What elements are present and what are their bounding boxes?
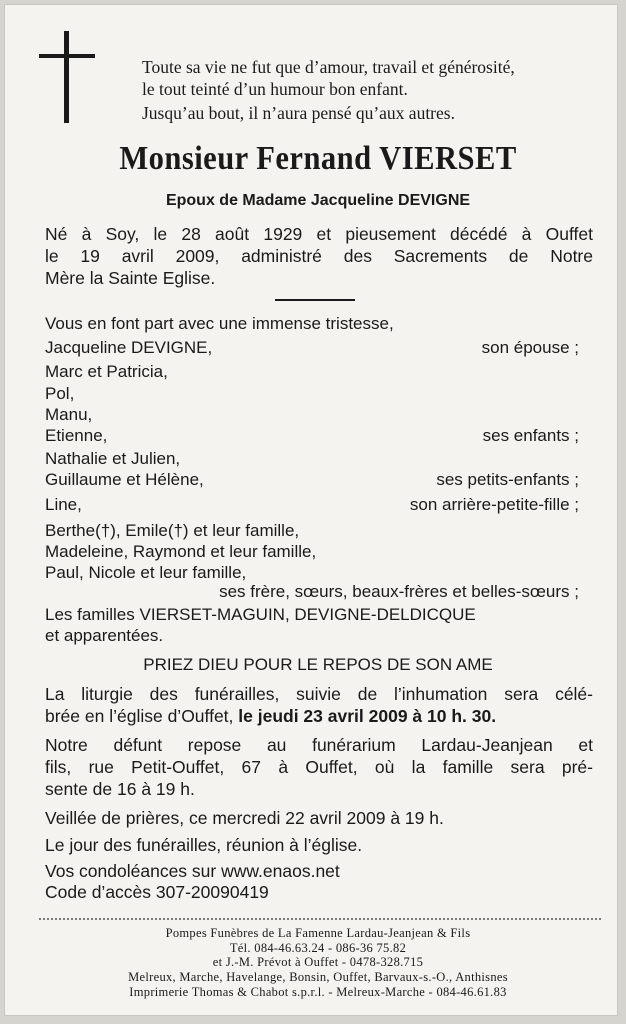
liturgy-line-2-start: brée en l’église d’Ouffet, [45, 706, 239, 726]
family-right-6: ses petits-enfants ; [436, 470, 579, 489]
siblings-line: ses frère, sœurs, beaux-frères et belles-sœurs ; [219, 582, 579, 601]
family-left-7: Line, [45, 495, 82, 514]
birth-line-1: Né à Soy, le 28 août 1929 et pieusement décédé à Ouffet [45, 224, 593, 244]
birth-line-2: le 19 avril 2009, administré des Sacrements de Notre [45, 246, 593, 266]
family-right-0: son épouse ; [481, 338, 579, 357]
families-line-1: Les familles VIERSET-MAGUIN, DEVIGNE-DELDICQUE [45, 605, 476, 624]
separator [275, 299, 355, 301]
footer-line-4: Melreux, Marche, Havelange, Bonsin, Ouffet, Barvaux-s.-O., Anthisnes [128, 970, 508, 984]
cross-icon [39, 31, 95, 123]
family-left-10: Paul, Nicole et leur famille, [45, 563, 247, 582]
liturgy-line-2 [45, 706, 496, 726]
rest-line-3: sente de 16 à 19 h. [45, 779, 195, 799]
condolences-line: Vos condoléances sur www.enaos.net [45, 861, 340, 881]
vigil-line: Veillée de prières, ce mercredi 22 avril 2009 à 19 h. [45, 808, 444, 828]
footer-line-2: Tél. 084-46.63.24 - 086-36 75.82 [229, 941, 407, 955]
spouse-line: Epoux de Madame Jacqueline DEVIGNE [165, 192, 471, 209]
family-left-9: Madeleine, Raymond et leur famille, [45, 542, 317, 561]
footer-line-5: Imprimerie Thomas & Chabot s.p.r.l. - Melreux-Marche - 084-46.61.83 [129, 985, 507, 999]
family-left-3: Manu, [45, 405, 93, 424]
meeting-line: Le jour des funérailles, réunion à l’église. [45, 835, 363, 855]
family-left-2: Pol, [45, 384, 75, 403]
family-left-5: Nathalie et Julien, [45, 449, 181, 468]
poem-line-2: le tout teinté d’un humour bon enfant. [142, 79, 408, 99]
poem-line-3: Jusqu’au bout, il n’aura pensé qu’aux autres. [142, 103, 455, 123]
family-right-7: son arrière-petite-fille ; [409, 495, 579, 514]
deceased-name: Monsieur Fernand VIERSET [119, 140, 517, 177]
intro-line: Vous en font part avec une immense tristesse, [45, 314, 394, 333]
footer-line-3: et J.-M. Prévot à Ouffet - 0478-328.715 [212, 955, 424, 969]
family-left-8: Berthe(†), Emile(†) et leur famille, [45, 521, 300, 540]
rest-line-1: Notre défunt repose au funérarium Lardau-Jeanjean et [45, 735, 593, 755]
rest-line-2: fils, rue Petit-Ouffet, 67 à Ouffet, où la famille sera pré- [45, 757, 593, 777]
footer-divider [39, 918, 601, 920]
family-left-1: Marc et Patricia, [45, 362, 168, 381]
prayer-line: PRIEZ DIEU POUR LE REPOS DE SON AME [143, 655, 493, 674]
obituary-card [4, 4, 618, 1016]
families-line-2: et apparentées. [45, 626, 164, 645]
family-left-0: Jacqueline DEVIGNE, [45, 338, 213, 357]
poem-line-1: Toute sa vie ne fut que d’amour, travail et générosité, [142, 57, 515, 77]
liturgy-date: le jeudi 23 avril 2009 à 10 h. 30. [238, 706, 497, 726]
family-right-4: ses enfants ; [482, 426, 579, 445]
liturgy-line-1: La liturgie des funérailles, suivie de l’inhumation sera célé- [45, 684, 593, 704]
family-left-4: Etienne, [45, 426, 108, 445]
access-code-line: Code d’accès 307-20090419 [45, 882, 269, 902]
birth-line-3: Mère la Sainte Eglise. [45, 268, 216, 288]
family-left-6: Guillaume et Hélène, [45, 470, 204, 489]
footer-line-1: Pompes Funèbres de La Famenne Lardau-Jeanjean & Fils [165, 926, 471, 940]
